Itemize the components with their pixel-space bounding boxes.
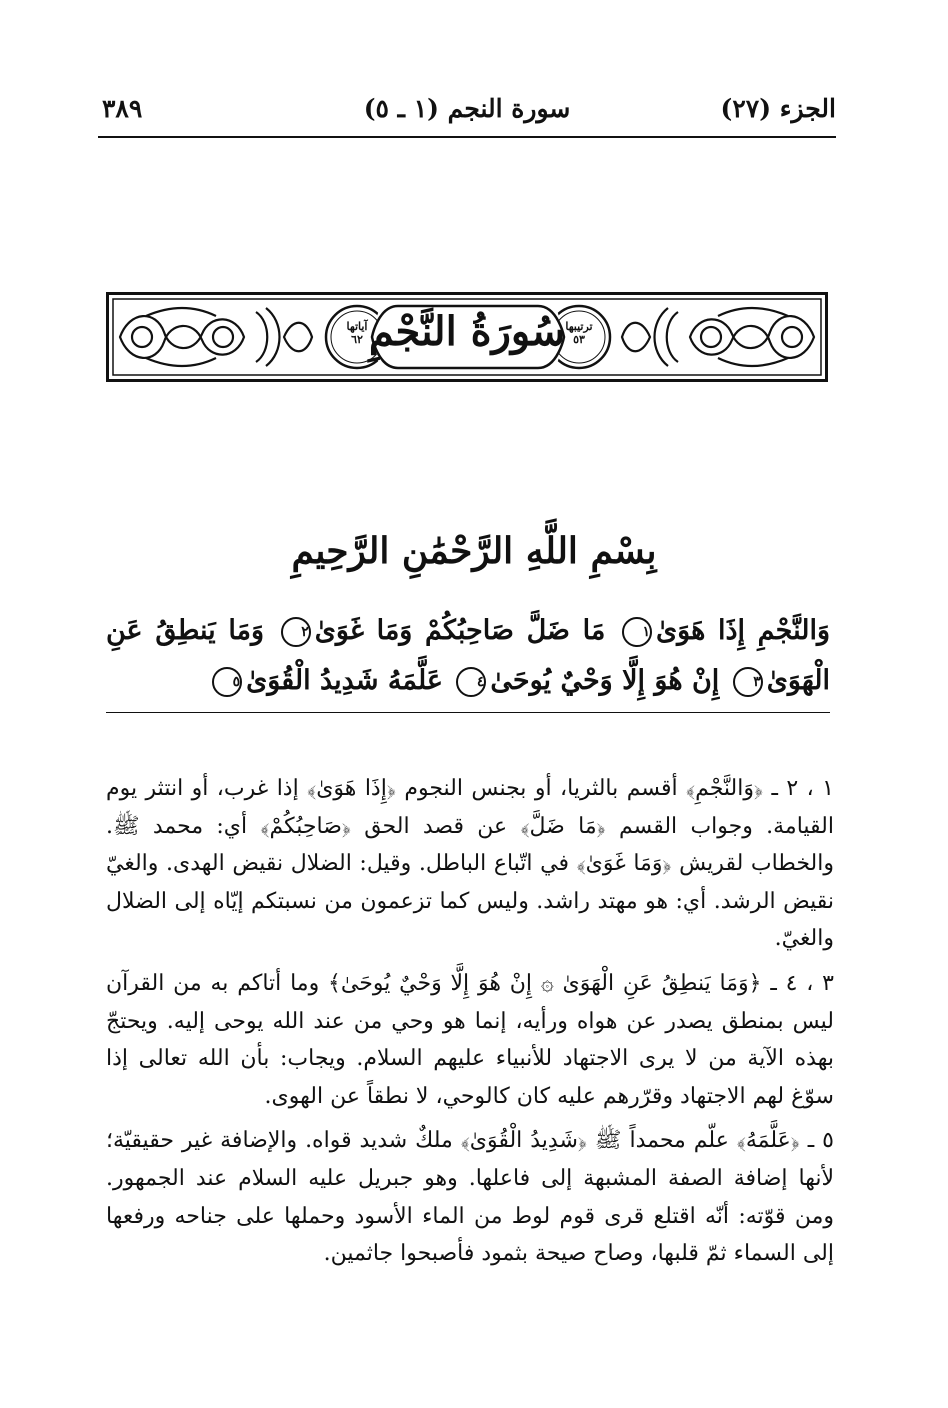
verse-text: وَمَا يَنطِقُ عَنِ الْهَوَىٰ xyxy=(106,615,830,696)
commentary xyxy=(106,770,834,1280)
verse-text: إِنْ هُوَ إِلَّا وَحْيٌ يُوحَىٰ xyxy=(490,665,720,696)
order-label: ترتيبها xyxy=(565,320,593,333)
ayah-number-marker: ١ xyxy=(622,617,652,647)
ayah-number-marker: ٣ xyxy=(733,667,763,697)
surah-name: سُورَةُ النَّجْمِ xyxy=(368,308,566,355)
page-header xyxy=(98,94,836,134)
juz-label: الجزء (٢٧) xyxy=(720,94,836,123)
verses-divider xyxy=(106,712,830,713)
commentary-paragraph: ٥ ـ ﴿عَلَّمَهُ﴾ علّم محمداً ﷺ ﴿شَدِيدُ الْقُوَىٰ﴾ ملكٌ شديد قواه. والإضافة غير حقيقيّة؛ لأنها إضافة الصفة المشبهة إلى فاعلها. وهو جبريل عليه السلام عند الجمهور. ومن قوّته: أنّه اقتلع قرى قوم لوط من الماء الأسود وحملها على جناحه ورفعها إلى السماء ثمّ قلبها، وصاح صيحة بثمود فأصبحوا جاثمين. xyxy=(106,1128,834,1267)
basmala: بِسْمِ اللَّهِ الرَّحْمَٰنِ الرَّحِيمِ xyxy=(291,530,657,572)
page-number: ٣٨٩ xyxy=(102,94,143,123)
ayah-number-marker: ٤ xyxy=(456,667,486,697)
verses-label: آياتها xyxy=(346,320,368,333)
surah-range-title: سورة النجم (١ ـ ٥) xyxy=(363,94,571,123)
commentary-paragraph: ٣ ، ٤ ـ ﴿وَمَا يَنطِقُ عَنِ الْهَوَىٰ ۞ إِنْ هُوَ إِلَّا وَحْيٌ يُوحَىٰ﴾ وما أتاكم به من القرآن ليس بمنطق يصدر عن هواه ورأيه، إنما هو وحي من عند الله يوحى إليه. ويحتجّ بهذه الآية من لا يرى الاجتهاد للأنبياء عليهم السلام. ويجاب: بأن الله تعالى إذا سوّغ لهم الاجتهاد وقرّرهم عليه كان كالوحي، لا نطقاً عن الهوى. xyxy=(106,970,834,1109)
verse-text: وَالنَّجْمِ إِذَا هَوَىٰ xyxy=(655,615,830,646)
header-divider xyxy=(98,136,836,138)
surah-title-banner xyxy=(106,292,828,382)
verse-text: عَلَّمَهُ شَدِيدُ الْقُوَىٰ xyxy=(246,665,443,696)
verses-value: ٦٢ xyxy=(351,333,363,346)
verse-text: مَا ضَلَّ صَاحِبُكُمْ وَمَا غَوَىٰ xyxy=(314,615,606,646)
quran-verses xyxy=(106,606,830,706)
commentary-paragraph: ١ ، ٢ ـ ﴿وَالنَّجْمِ﴾ أقسم بالثريا، أو بجنس النجوم ﴿إِذَا هَوَىٰ﴾ إذا غرب، أو انتثر يوم القيامة. وجواب القسم ﴿مَا ضَلَّ﴾ عن قصد الحق ﴿صَاحِبُكُمْ﴾ أي: محمد ﷺ. والخطاب لقريش ﴿وَمَا غَوَىٰ﴾ في اتّباع الباطل. وقيل: الضلال نقيض الهدى. والغيّ نقيض الرشد. أي: هو مهتد راشد. وليس كما تزعمون من نسبتكم إيّاه إلى الضلال والغيّ. xyxy=(106,776,834,952)
ayah-number-marker: ٥ xyxy=(212,667,242,697)
ayah-number-marker: ٢ xyxy=(281,617,311,647)
order-value: ٥٣ xyxy=(573,333,585,346)
